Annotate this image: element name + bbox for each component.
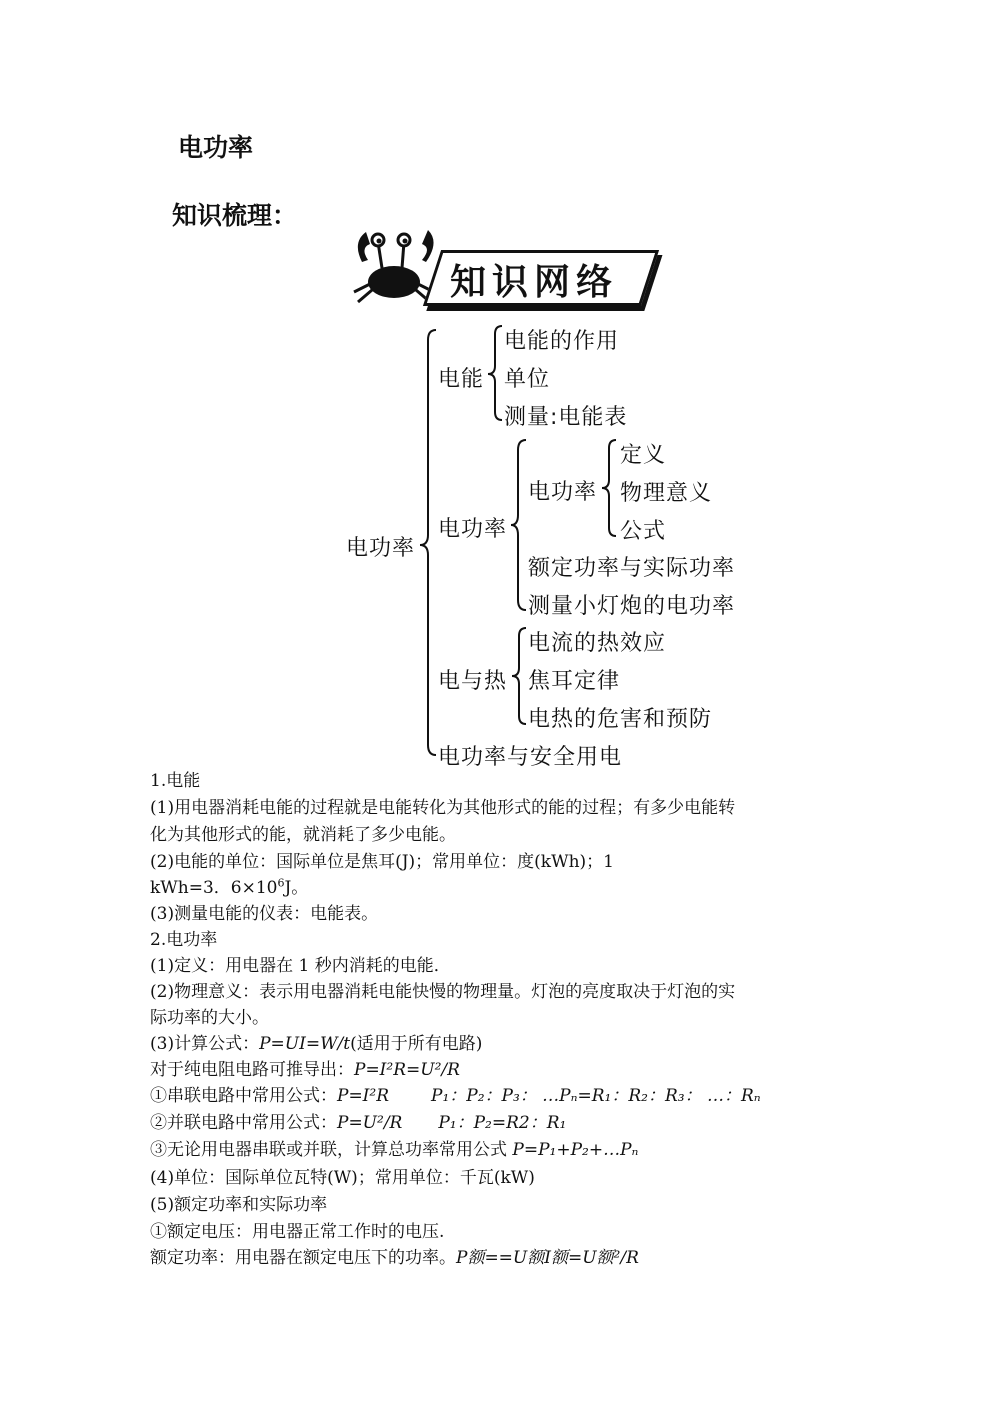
- text: ②并联电路中常用公式：: [150, 1113, 337, 1133]
- tree-node-diangonglv: 电功率: [438, 517, 508, 542]
- tree-node-sub-diangonglv: 电功率: [528, 480, 598, 505]
- paragraph: (1)用电器消耗电能的过程就是电能转化为其他形式的能的过程；有多少电能转: [150, 798, 736, 818]
- formula: P₁：P₂=R2：R₁: [438, 1113, 567, 1133]
- tree-leaf: 定义: [620, 443, 667, 468]
- tree-leaf: 公式: [620, 519, 667, 544]
- page-title: 电功率: [178, 133, 254, 162]
- text: (适用于所有电路): [350, 1034, 483, 1054]
- paragraph: [150, 1081, 761, 1106]
- text: ①串联电路中常用公式：: [150, 1086, 337, 1106]
- formula: P=I²R: [337, 1086, 390, 1106]
- formula: P₁：P₂：P₃： …Pₙ=R₁：R₂：R₃： …：Rₙ: [431, 1086, 761, 1106]
- text: J。: [284, 878, 309, 898]
- tree-leaf: 电能的作用: [504, 329, 620, 354]
- tree-leaf: 测量:电能表: [504, 405, 628, 430]
- formula: P=P₁+P₂+…Pₙ: [512, 1140, 639, 1160]
- paragraph: [150, 1135, 638, 1160]
- paragraph: [150, 1055, 460, 1080]
- paragraph: [150, 873, 308, 898]
- paragraph: (1)定义：用电器在 1 秒内消耗的电能．: [150, 956, 451, 976]
- tree-leaf: 单位: [504, 367, 551, 392]
- tree-root: 电功率: [346, 536, 416, 561]
- paragraph: [150, 1243, 639, 1268]
- paragraph: 际功率的大小。: [150, 1008, 269, 1028]
- tree-leaf: 电热的危害和预防: [528, 707, 713, 732]
- paragraph: [150, 1108, 566, 1133]
- paragraph: (3)测量电能的仪表：电能表。: [150, 904, 379, 924]
- formula: P额==U额I额=U额²/R: [456, 1248, 639, 1268]
- paragraph: [150, 1029, 482, 1054]
- text: 对于纯电阻电路可推导出：: [150, 1060, 354, 1080]
- paragraph: (4)单位：国际单位瓦特(W)；常用单位：千瓦(kW): [150, 1168, 535, 1188]
- banner-label: 知识网络: [450, 262, 619, 303]
- section-heading: 知识梳理：: [172, 201, 298, 230]
- text: (3)计算公式：: [150, 1034, 260, 1054]
- text: kWh=3．6×10: [150, 878, 278, 898]
- tree-leaf: 电流的热效应: [528, 631, 667, 656]
- paragraph: (2)电能的单位：国际单位是焦耳(J)；常用单位：度(kWh)；1: [150, 852, 614, 872]
- paragraph: ①额定电压：用电器正常工作时的电压.: [150, 1222, 445, 1242]
- text: 额定功率：用电器在额定电压下的功率。: [150, 1248, 456, 1268]
- paragraph: (2)物理意义：表示用电器消耗电能快慢的物理量。灯泡的亮度取决于灯泡的实: [150, 982, 736, 1002]
- tree-leaf: 物理意义: [620, 481, 713, 506]
- tree-node-dianyure: 电与热: [438, 669, 508, 694]
- text: ③无论用电器串联或并联，计算总功率常用公式: [150, 1140, 513, 1160]
- tree-node-dianneng: 电能: [438, 367, 485, 392]
- paragraph: (5)额定功率和实际功率: [150, 1195, 328, 1215]
- formula: P=I²R=U²/R: [354, 1060, 460, 1080]
- tree-leaf: 额定功率与实际功率: [528, 556, 736, 581]
- tree-node-anquan: 电功率与安全用电: [438, 745, 623, 770]
- section-heading: 2.电功率: [150, 930, 218, 950]
- tree-leaf: 焦耳定律: [528, 669, 621, 694]
- tree-leaf: 测量小灯炮的电功率: [528, 594, 736, 619]
- superscript: 6: [277, 876, 285, 890]
- paragraph: 化为其他形式的能，就消耗了多少电能。: [150, 825, 456, 845]
- formula: P=U²/R: [337, 1113, 403, 1133]
- section-heading: 1.电能: [150, 771, 201, 791]
- formula: P=UI=W/t: [259, 1034, 351, 1054]
